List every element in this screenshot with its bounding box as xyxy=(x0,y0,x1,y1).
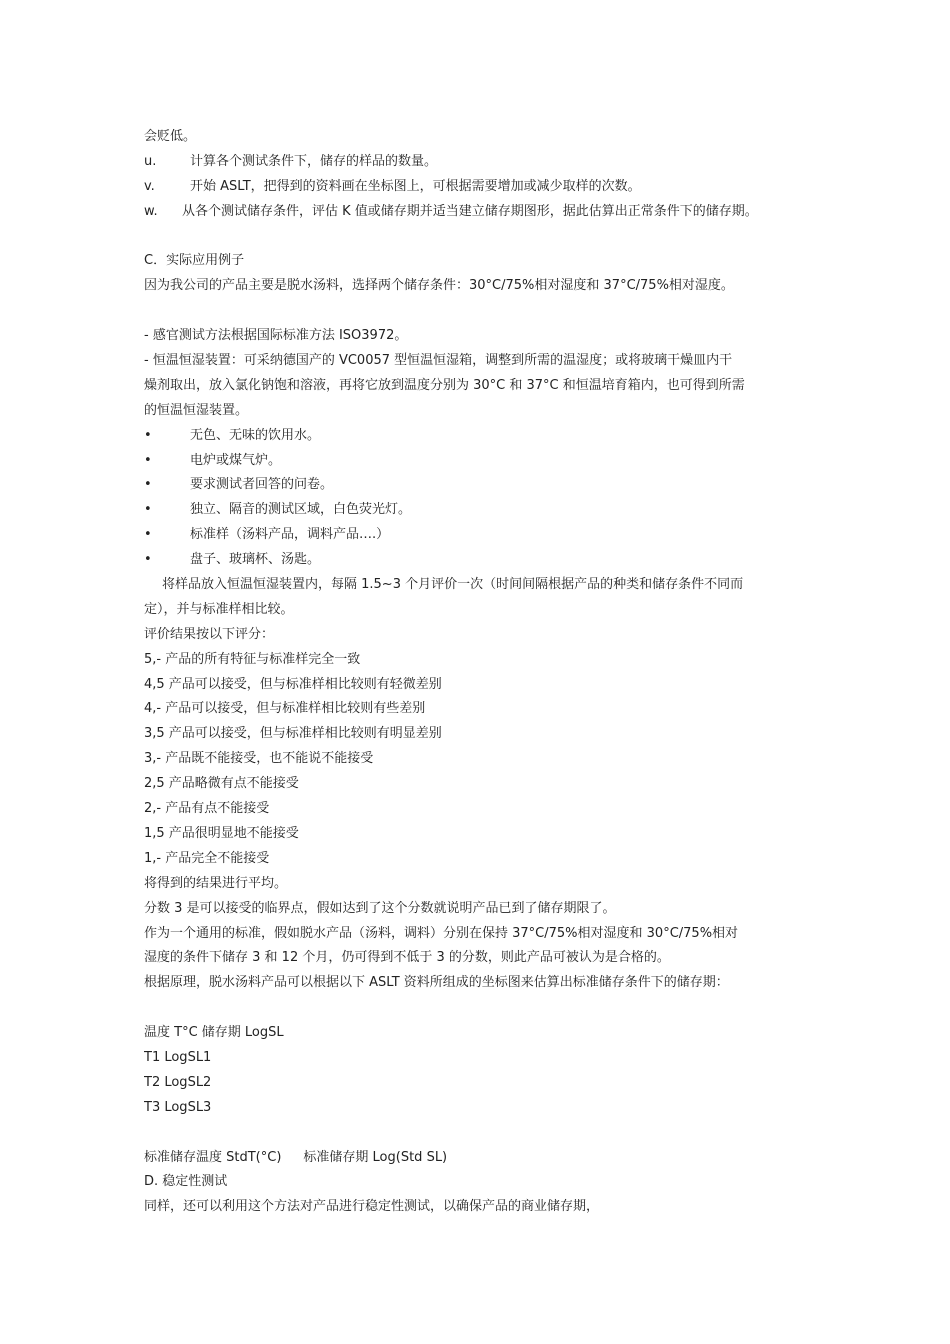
list-marker: u. xyxy=(144,153,157,169)
paragraph-line: 燥剂取出，放入氯化钠饱和溶液，再将它放到温度分别为 30°C 和 37°C 和恒温培育箱内，也可得到所需 xyxy=(144,377,745,393)
list-item xyxy=(144,175,824,200)
paragraph-line: 定），并与标准样相比较。 xyxy=(144,601,294,617)
bullet-item xyxy=(144,473,824,498)
paragraph-line: 3,5 产品可以接受，但与标准样相比较则有明显差别 xyxy=(144,726,442,742)
standard-storage-line xyxy=(144,1146,824,1171)
bullet-marker: • xyxy=(144,477,152,493)
paragraph-line: 2,5 产品略微有点不能接受 xyxy=(144,776,299,792)
paragraph-line: D. 稳定性测试 xyxy=(144,1174,228,1190)
paragraph-line: 3,- 产品既不能接受，也不能说不能接受 xyxy=(144,751,374,767)
list-marker: w. xyxy=(144,203,158,219)
paragraph-line: 作为一个通用的标准，假如脱水产品（汤料，调料）分别在保持 37°C/75%相对湿度和 30°C/75%相对 xyxy=(144,925,739,941)
paragraph-line: 评价结果按以下评分： xyxy=(144,626,275,642)
bullet-marker: • xyxy=(144,452,152,468)
item-text: 标准样（汤料产品，调料产品….） xyxy=(190,527,390,543)
paragraph-line: 因为我公司的产品主要是脱水汤料，选择两个储存条件：30°C/75%相对湿度和 37°C/75%相对湿度。 xyxy=(144,278,734,294)
item-text: 独立、隔音的测试区域，白色荧光灯。 xyxy=(190,502,412,518)
item-text: 从各个测试储存条件，评估 K 值或储存期并适当建立储存期图形，据此估算出正常条件下的储存期。 xyxy=(182,203,758,219)
paragraph-line: 将得到的结果进行平均。 xyxy=(144,875,288,891)
list-marker: v. xyxy=(144,178,155,194)
paragraph-line: 将样品放入恒温恒湿装置内，每隔 1.5~3 个月评价一次（时间间隔根据产品的种类和储存条件不同而 xyxy=(162,577,744,593)
item-text: 无色、无味的饮用水。 xyxy=(190,427,321,443)
paragraph-line: 湿度的条件下储存 3 和 12 个月，仍可得到不低于 3 的分数，则此产品可被认为是合格的。 xyxy=(144,950,670,966)
paragraph-line: T1 LogSL1 xyxy=(144,1049,212,1065)
paragraph-line: 分数 3 是可以接受的临界点，假如达到了这个分数就说明产品已到了储存期限了。 xyxy=(144,900,616,916)
bullet-item xyxy=(144,498,824,523)
bullet-marker: • xyxy=(144,527,152,543)
paragraph-line: 会贬低。 xyxy=(144,129,197,144)
paragraph-line: T2 LogSL2 xyxy=(144,1074,212,1090)
blank-line xyxy=(144,299,824,324)
blank-line xyxy=(144,996,824,1021)
paragraph-line: 2,- 产品有点不能接受 xyxy=(144,801,270,817)
blank-line xyxy=(144,1121,824,1146)
paragraph-line: 同样，还可以利用这个方法对产品进行稳定性测试，以确保产品的商业储存期， xyxy=(144,1199,600,1215)
bullet-item xyxy=(144,449,824,474)
paragraph-line: 5,- 产品的所有特征与标准样完全一致 xyxy=(144,651,361,667)
bullet-item xyxy=(144,548,824,573)
bullet-item xyxy=(144,523,824,548)
bullet-marker: • xyxy=(144,502,152,518)
paragraph-line: 的恒温恒湿装置。 xyxy=(144,402,249,418)
paragraph-line: 1,- 产品完全不能接受 xyxy=(144,850,270,866)
paragraph-line: 温度 T°C 储存期 LogSL xyxy=(144,1025,284,1041)
bullet-item xyxy=(144,424,824,449)
blank-line xyxy=(144,225,824,250)
document-body xyxy=(144,125,824,1220)
item-text: 盘子、玻璃杯、汤匙。 xyxy=(190,552,321,568)
list-item xyxy=(144,200,824,225)
item-text: 电炉或煤气炉。 xyxy=(190,452,282,468)
paragraph-line: C．实际应用例子 xyxy=(144,253,245,269)
paragraph-line: T3 LogSL3 xyxy=(144,1099,212,1115)
paragraph-line: 4,5 产品可以接受，但与标准样相比较则有轻微差别 xyxy=(144,676,442,692)
paragraph-line: 根据原理，脱水汤料产品可以根据以下 ASLT 资料所组成的坐标图来估算出标准储存条件下的储存期： xyxy=(144,975,729,991)
item-text: 要求测试者回答的问卷。 xyxy=(190,477,334,493)
paragraph-line: 4,- 产品可以接受，但与标准样相比较则有些差别 xyxy=(144,701,426,717)
bullet-marker: • xyxy=(144,427,152,443)
standard-temperature-label: 标准储存温度 StdT(°C) xyxy=(144,1149,282,1165)
bullet-marker: • xyxy=(144,552,152,568)
item-text: 开始 ASLT，把得到的资料画在坐标图上，可根据需要增加或减少取样的次数。 xyxy=(190,178,641,194)
paragraph-line: 1,5 产品很明显地不能接受 xyxy=(144,825,299,841)
paragraph-line: - 恒温恒湿装置：可采纳德国产的 VC0057 型恒温恒湿箱，调整到所需的温湿度；或将玻璃干燥皿内干 xyxy=(144,353,733,369)
standard-shelf-life-label: 标准储存期 Log(Std SL) xyxy=(303,1149,448,1165)
item-text: 计算各个测试条件下，储存的样品的数量。 xyxy=(190,153,438,169)
paragraph-line: - 感官测试方法根据国际标准方法 ISO3972。 xyxy=(144,328,408,344)
list-item xyxy=(144,150,824,175)
